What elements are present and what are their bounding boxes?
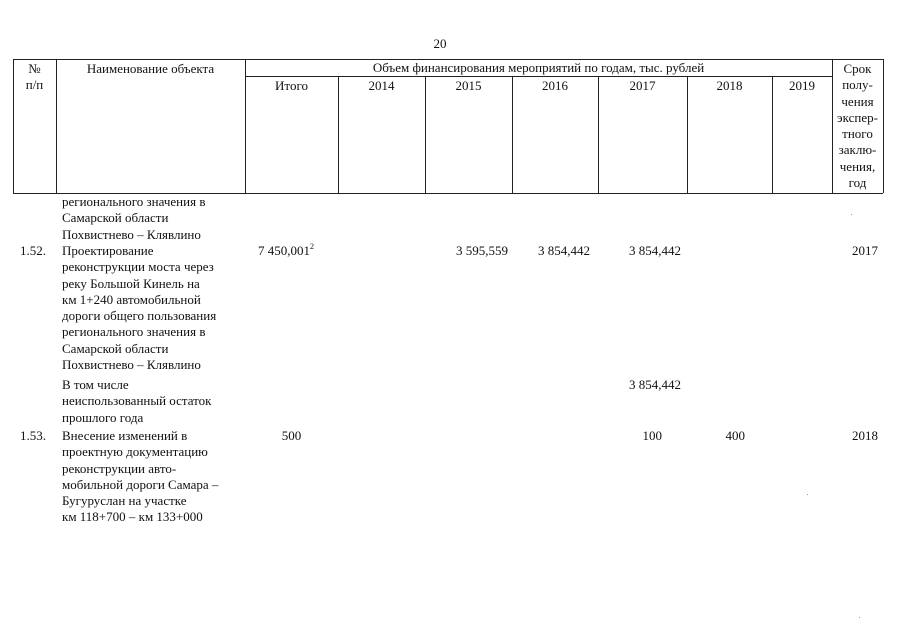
row-153-2017: 100	[642, 428, 662, 443]
header-object-name: Наименование объекта	[86, 61, 215, 76]
header-funding: Объем финансирования мероприятий по годам, тыс. рублей	[372, 60, 705, 75]
row-152-2017: 3 854,442	[629, 243, 681, 258]
row-152-name: Проектирование реконструкции моста через реку Большой Кинель на км 1+240 автомобильной дороги общего пользования регионального значения в Самарской области Похвистнево – Клявлино	[62, 243, 217, 373]
row-153-name: Внесение изменений в проектную документацию реконструкции авто- мобильной дороги Самара – Бугуруслан на участке км 118+700 – км 133+000	[62, 428, 219, 525]
row-152-2015: 3 595,559	[456, 243, 508, 258]
row-including-2017: 3 854,442	[629, 377, 681, 392]
scan-speck	[807, 494, 808, 495]
row-153-2018: 400	[725, 428, 745, 443]
header-year-2017: 2017	[629, 78, 656, 93]
row-153-number: 1.53.	[20, 428, 46, 443]
page-number: 20	[433, 36, 447, 51]
scan-speck	[859, 617, 860, 618]
header-total: Итого	[275, 78, 308, 93]
header-number: № п/п	[25, 61, 44, 93]
row-153-total: 500	[281, 428, 302, 443]
scan-speck	[851, 214, 852, 215]
row-152-deadline: 2017	[852, 243, 878, 258]
row-152-number: 1.52.	[20, 243, 46, 258]
row-153-deadline: 2018	[852, 428, 878, 443]
row-continuation-name: регионального значения в Самарской области Похвистнево – Клявлино	[62, 194, 206, 242]
header-deadline: Срок полу- чения экспер- тного заклю- чения, год	[837, 61, 878, 191]
row-152-total-footnote: 2	[310, 242, 314, 251]
row-152-total: 7 450,001$^2$	[258, 242, 314, 258]
header-year-2014: 2014	[368, 78, 395, 93]
header-year-2016: 2016	[542, 78, 568, 93]
header-year-2015: 2015	[455, 78, 482, 93]
row-152-2016: 3 854,442	[538, 243, 590, 258]
row-including-name: В том числе неиспользованный остаток прошлого года	[62, 377, 212, 425]
header-year-2018: 2018	[716, 78, 743, 93]
header-year-2019: 2019	[789, 78, 815, 93]
